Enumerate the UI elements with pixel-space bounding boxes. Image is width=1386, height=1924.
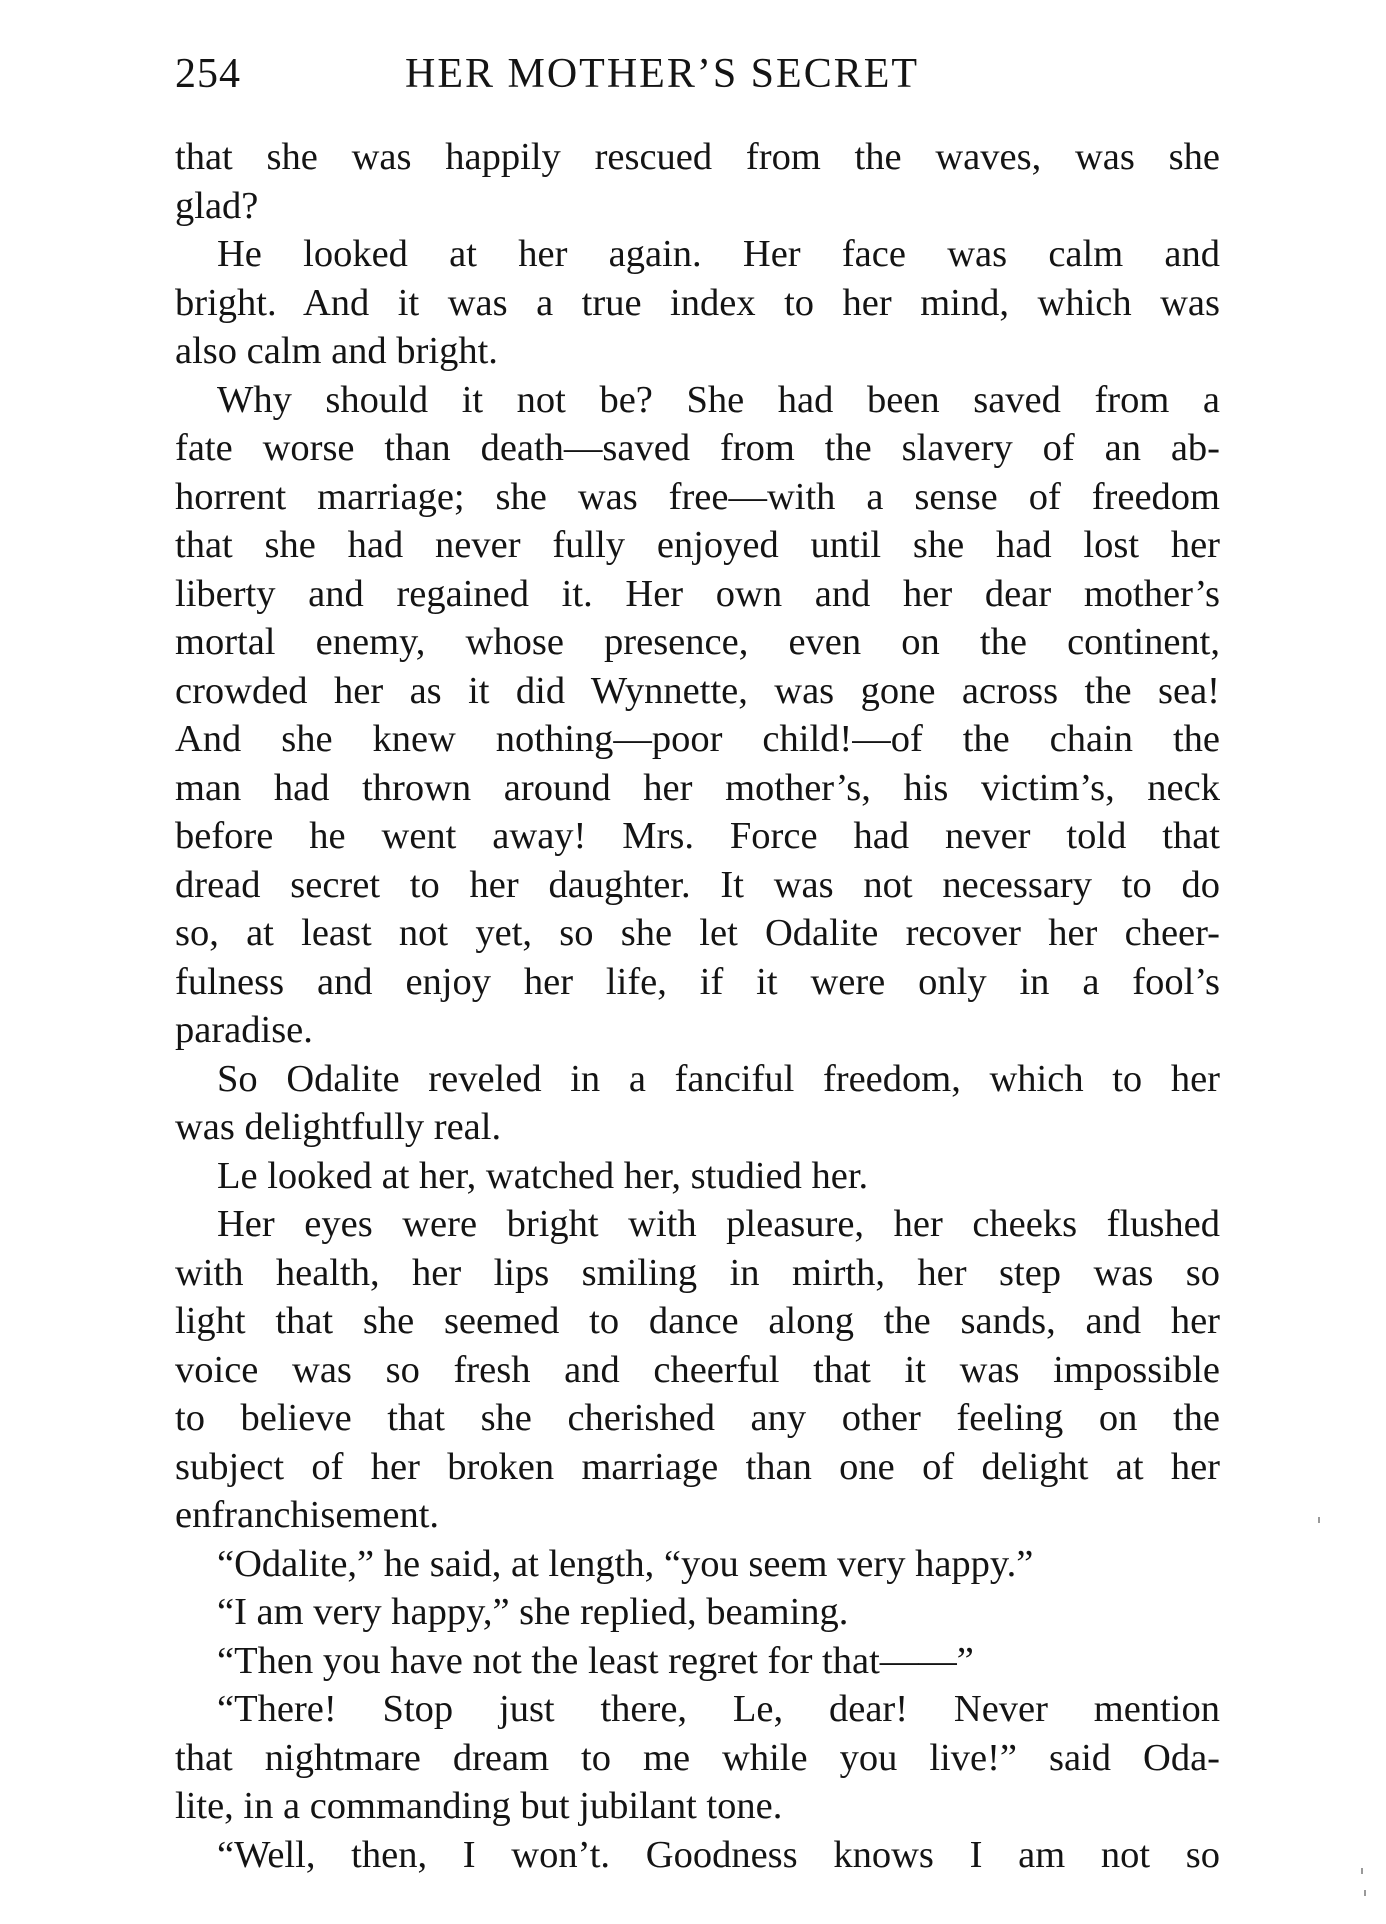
paper-speck (1361, 1868, 1363, 1874)
text-line: subject of her broken marriage than one of delight at her (175, 1445, 1220, 1488)
text-line: before he went away! Mrs. Force had never told that (175, 815, 1220, 857)
text-line: Le looked at her, watched her, studied her. (217, 1154, 869, 1197)
text-line: that she was happily rescued from the waves, was she (175, 136, 1220, 178)
text-line: lite, in a commanding but jubilant tone. (175, 1785, 783, 1827)
text-line: dread secret to her daughter. It was not necessary to do (175, 863, 1220, 906)
text-line: “I am very happy,” she replied, beaming. (217, 1591, 849, 1633)
text-line: Her eyes were bright with pleasure, her cheeks flushed (217, 1203, 1220, 1245)
text-line: light that she seemed to dance along the sands, and her (175, 1300, 1220, 1342)
text-line: “Well, then, I won’t. Goodness knows I am not so (217, 1833, 1220, 1876)
paper-speck (1364, 1890, 1366, 1896)
text-line: that nightmare dream to me while you live!” said Oda- (175, 1736, 1220, 1779)
text-line: crowded her as it did Wynnette, was gone across the sea! (175, 669, 1220, 712)
text-line: mortal enemy, whose presence, even on the continent, (175, 621, 1220, 663)
text-line: horrent marriage; she was free—with a sense of freedom (175, 475, 1220, 518)
text-line: So Odalite reveled in a fanciful freedom, which to her (217, 1057, 1220, 1100)
text-line: liberty and regained it. Her own and her dear mother’s (175, 572, 1220, 615)
paper-speck (1318, 1517, 1320, 1523)
text-line: enfranchisement. (175, 1494, 440, 1536)
page-number: 254 (175, 51, 241, 97)
text-line: fate worse than death—saved from the slavery of an ab- (175, 427, 1220, 469)
text-line: “Odalite,” he said, at length, “you seem very happy.” (217, 1542, 1034, 1585)
text-line: “Then you have not the least regret for that——” (217, 1639, 974, 1682)
text-line: with health, her lips smiling in mirth, her step was so (175, 1251, 1220, 1294)
body-text (175, 133, 1220, 1879)
running-title: HER MOTHER’S SECRET (405, 51, 920, 97)
text-line: Why should it not be? She had been saved from a (217, 378, 1220, 421)
text-line: that she had never fully enjoyed until she had lost her (175, 524, 1220, 566)
text-line: so, at least not yet, so she let Odalite recover her cheer- (175, 912, 1220, 954)
text-line: also calm and bright. (175, 330, 498, 372)
text-line: voice was so fresh and cheerful that it was impossible (175, 1348, 1220, 1391)
page-header (175, 50, 1220, 110)
text-line: was delightfully real. (175, 1106, 502, 1148)
text-line: He looked at her again. Her face was calm and (217, 233, 1220, 275)
text-line: fulness and enjoy her life, if it were only in a fool’s (175, 960, 1220, 1003)
text-line: And she knew nothing—poor child!—of the chain the (175, 718, 1220, 760)
text-line: “There! Stop just there, Le, dear! Never mention (217, 1688, 1220, 1730)
text-line: paradise. (175, 1009, 313, 1051)
text-line: to believe that she cherished any other feeling on the (175, 1397, 1220, 1439)
text-line: glad? (175, 184, 259, 227)
text-line: man had thrown around her mother’s, his victim’s, neck (175, 766, 1220, 809)
text-line: bright. And it was a true index to her mind, which was (175, 281, 1220, 324)
